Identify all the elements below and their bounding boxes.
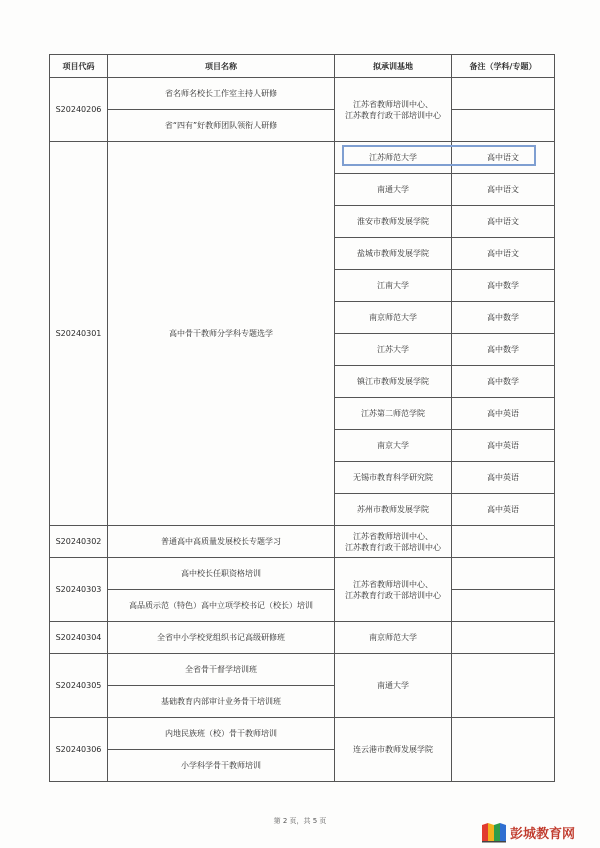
project-name: 省名师名校长工作室主持人研修 (108, 78, 335, 110)
remark-cell (452, 622, 555, 654)
project-code: S20240305 (50, 654, 108, 718)
subject-note: 高中数学 (452, 366, 555, 398)
table-row (50, 590, 555, 622)
table-row (50, 78, 555, 110)
subject-note: 高中语文 (452, 238, 555, 270)
project-name: 基础教育内部审计业务骨干培训班 (108, 686, 335, 718)
subject-note: 高中语文 (452, 206, 555, 238)
project-code: S20240302 (50, 526, 108, 558)
training-base: 淮安市教师发展学院 (335, 206, 452, 238)
training-base: 南京师范大学 (335, 622, 452, 654)
subject-note: 高中语文 (452, 142, 555, 174)
training-base: 南京大学 (335, 430, 452, 462)
project-code: S20240303 (50, 558, 108, 622)
table-row (50, 622, 555, 654)
table-header-row (50, 55, 555, 78)
header-training-base: 拟承训基地 (335, 55, 452, 78)
logo-text: 彭城教育网 (510, 826, 576, 842)
training-base: 连云港市教师发展学院 (335, 718, 452, 782)
project-code: S20240304 (50, 622, 108, 654)
remark-cell (452, 590, 555, 622)
project-code: S20240206 (50, 78, 108, 142)
training-base: 江苏大学 (335, 334, 452, 366)
remark-cell (452, 526, 555, 558)
project-name: 省“四有”好教师团队领衔人研修 (108, 110, 335, 142)
subject-note: 高中数学 (452, 270, 555, 302)
training-base: 盐城市教师发展学院 (335, 238, 452, 270)
project-name: 高品质示范（特色）高中立项学校书记（校长）培训 (108, 590, 335, 622)
project-code: S20240306 (50, 718, 108, 782)
header-remarks: 备注（学科/专题） (452, 55, 555, 78)
project-name: 全省骨干督学培训班 (108, 654, 335, 686)
training-base: 南通大学 (335, 174, 452, 206)
subject-note: 高中英语 (452, 494, 555, 526)
table-row (50, 142, 555, 174)
training-base: 江苏省教师培训中心、 江苏教育行政干部培训中心 (335, 526, 452, 558)
project-code: S20240301 (50, 142, 108, 526)
subject-note: 高中数学 (452, 334, 555, 366)
remark-cell (452, 110, 555, 142)
training-base: 南京师范大学 (335, 302, 452, 334)
header-project-name: 项目名称 (108, 55, 335, 78)
subject-note: 高中英语 (452, 430, 555, 462)
subject-note: 高中英语 (452, 398, 555, 430)
training-base: 江苏省教师培训中心、 江苏教育行政干部培训中心 (335, 78, 452, 142)
training-base: 苏州市教师发展学院 (335, 494, 452, 526)
subject-note: 高中英语 (452, 462, 555, 494)
training-base: 无锡市教育科学研究院 (335, 462, 452, 494)
header-project-code: 项目代码 (50, 55, 108, 78)
project-name: 内地民族班（校）骨干教师培训 (108, 718, 335, 750)
table-row (50, 110, 555, 142)
remark-cell (452, 718, 555, 782)
subject-note: 高中数学 (452, 302, 555, 334)
remark-cell (452, 78, 555, 110)
subject-note: 高中语文 (452, 174, 555, 206)
project-name: 全省中小学校党组织书记高级研修班 (108, 622, 335, 654)
project-name: 普通高中高质量发展校长专题学习 (108, 526, 335, 558)
training-base: 南通大学 (335, 654, 452, 718)
site-logo (480, 820, 575, 844)
table-row (50, 526, 555, 558)
table-row (50, 558, 555, 590)
remark-cell (452, 654, 555, 718)
training-base: 江苏师范大学 (335, 142, 452, 174)
project-name: 高中校长任职资格培训 (108, 558, 335, 590)
training-plan-table (49, 54, 555, 782)
training-base: 镇江市教师发展学院 (335, 366, 452, 398)
project-name: 小学科学骨干教师培训 (108, 750, 335, 782)
project-name: 高中骨干教师分学科专题选学 (108, 142, 335, 526)
training-base: 江南大学 (335, 270, 452, 302)
page-footer: 第 2 页，共 5 页 (273, 817, 327, 825)
remark-cell (452, 558, 555, 590)
table-row (50, 718, 555, 750)
training-base: 江苏第二师范学院 (335, 398, 452, 430)
colored-books-icon (480, 821, 510, 843)
table-row (50, 654, 555, 686)
training-base: 江苏省教师培训中心、 江苏教育行政干部培训中心 (335, 558, 452, 622)
